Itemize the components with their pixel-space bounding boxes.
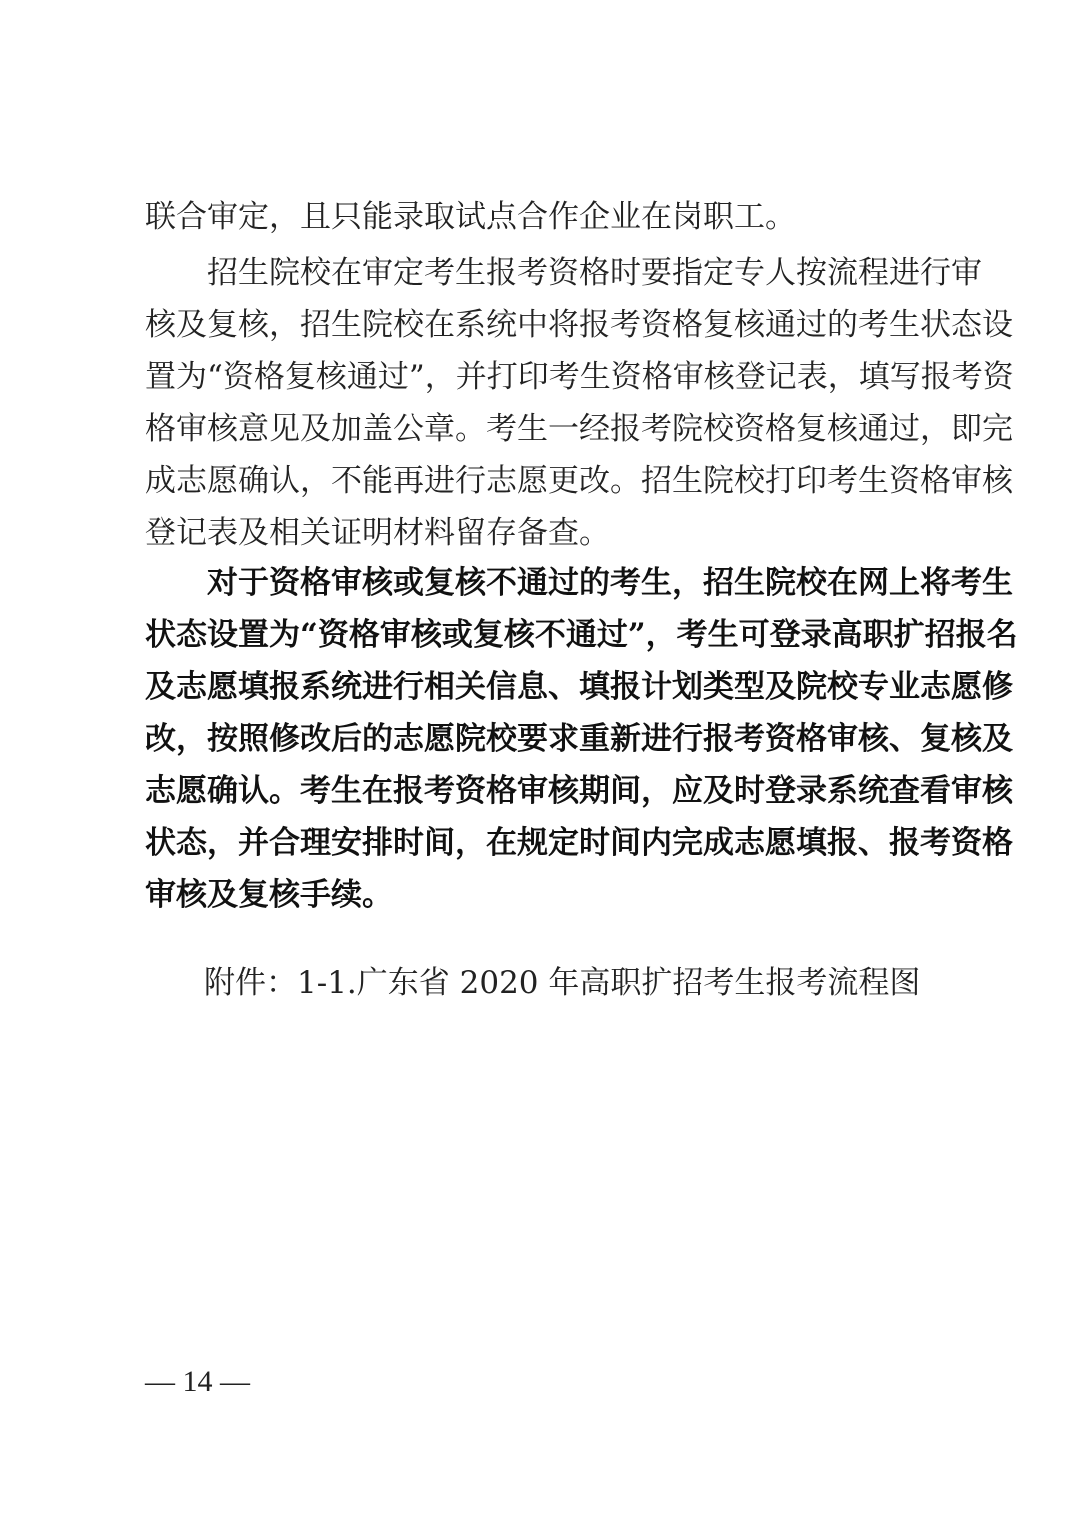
paragraph-3-line-4: 改，按照修改后的志愿院校要求重新进行报考资格审核、复核及 [145,721,1013,757]
paragraph-2-line-6: 登记表及相关证明材料留存备查。 [145,515,610,551]
paragraph-1-line-1: 联合审定，且只能录取试点合作企业在岗职工。 [145,199,796,235]
paragraph-3-line-7: 审核及复核手续。 [145,877,393,913]
paragraph-3-line-3: 及志愿填报系统进行相关信息、填报计划类型及院校专业志愿修 [145,669,1013,705]
paragraph-2-line-2: 核及复核，招生院校在系统中将报考资格复核通过的考生状态设 [145,307,1013,343]
page-number: — 14 — [145,1365,250,1398]
paragraph-3-line-5: 志愿确认。考生在报考资格审核期间，应及时登录系统查看审核 [145,773,1013,809]
paragraph-3-line-1: 对于资格审核或复核不通过的考生，招生院校在网上将考生 [207,565,1013,601]
attachment-note: 附件：1-1.广东省 2020 年高职扩招考生报考流程图 [204,965,921,1001]
paragraph-2-line-3: 置为“资格复核通过”，并打印考生资格审核登记表，填写报考资 [145,359,1014,395]
paragraph-2-line-1: 招生院校在审定考生报考资格时要指定专人按流程进行审 [207,255,982,291]
paragraph-3-line-6: 状态，并合理安排时间，在规定时间内完成志愿填报、报考资格 [145,825,1013,861]
paragraph-2-line-5: 成志愿确认，不能再进行志愿更改。招生院校打印考生资格审核 [145,463,1013,499]
paragraph-3-line-2: 状态设置为“资格审核或复核不通过”，考生可登录高职扩招报名 [145,617,1018,653]
paragraph-2-line-4: 格审核意见及加盖公章。考生一经报考院校资格复核通过，即完 [145,411,1013,447]
